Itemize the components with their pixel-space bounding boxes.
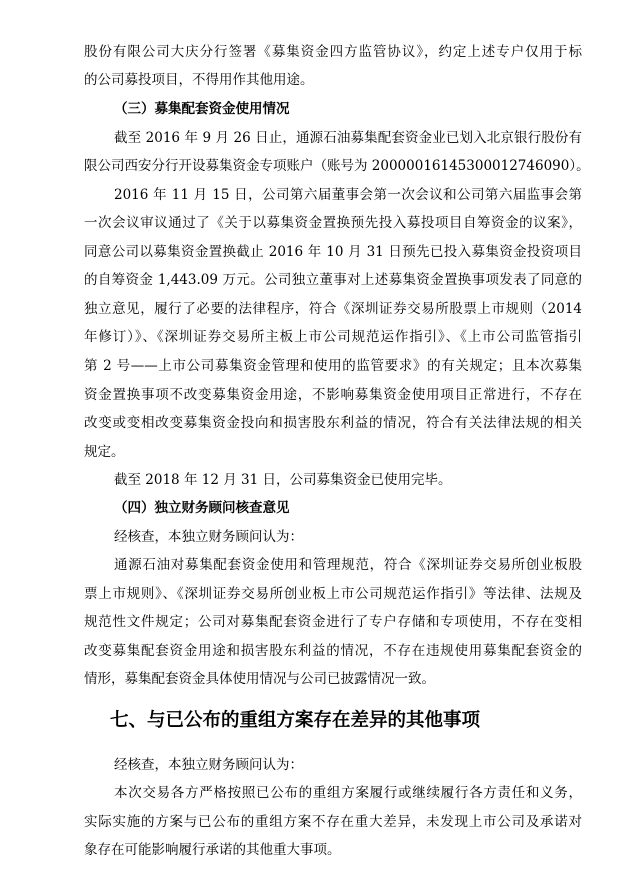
paragraph-line: 改变募集配套资金用途和损害股东利益的情况，不存在违规使用募集配套资金的	[84, 643, 582, 659]
paragraph-line: 经核查，本独立财务顾问认为：	[114, 757, 303, 773]
paragraph-line: 经核查，本独立财务顾问认为：	[114, 529, 303, 545]
paragraph-line: 资金置换事项不改变募集资金用途，不影响募集资金使用项目正常进行，不存在	[84, 387, 582, 403]
paragraph-line: 票上市规则》、《深圳证券交易所创业板上市公司规范运作指引》等法律、法规及	[84, 586, 582, 602]
paragraph-line: 截至 2016 年 9 月 26 日止，通源石油募集配套资金业已划入北京银行股份有	[114, 130, 582, 146]
paragraph-line: 2016 年 11 月 15 日，公司第六届董事会第一次会议和公司第六届监事会第	[114, 187, 582, 203]
paragraph-line: 第 2 号——上市公司募集资金管理和使用的监管要求》的有关规定；且本次募集	[84, 358, 582, 374]
paragraph-line: 截至 2018 年 12 月 31 日，公司募集资金已使用完毕。	[114, 472, 452, 488]
paragraph-line: 改变或变相改变募集资金投向和损害股东利益的情况，符合有关法律法规的相关	[84, 415, 582, 431]
paragraph-line: 一次会议审议通过了《关于以募集资金置换预先投入募投项目自筹资金的议案》，	[84, 215, 582, 231]
paragraph-line: 的自筹资金 1,443.09 万元。公司独立董事对上述募集资金置换事项发表了同意的	[84, 272, 582, 288]
paragraph-line: 象存在可能影响履行承诺的其他重大事项。	[84, 842, 341, 858]
section-heading-7: 七、与已公布的重组方案存在差异的其他事项	[110, 710, 481, 731]
paragraph-line: 限公司西安分行开设募集资金专项账户（账号为 20000016145300012746090）。	[84, 158, 590, 174]
section-heading-3: （三）募集配套资金使用情况	[114, 101, 290, 117]
paragraph-line: 规范性文件规定；公司对募集配套资金进行了专户存储和专项使用，不存在变相	[84, 614, 582, 630]
paragraph-line: 的公司募投项目，不得用作其他用途。	[84, 72, 314, 88]
section-heading-4: （四）独立财务顾问核查意见	[114, 500, 290, 516]
paragraph-line: 独立意见，履行了必要的法律程序，符合《深圳证券交易所股票上市规则（2014	[84, 301, 582, 317]
paragraph-line: 年修订）》、《深圳证券交易所主板上市公司规范运作指引》、《上市公司监管指引	[84, 329, 582, 345]
paragraph-line: 情形，募集配套资金具体使用情况与公司已披露情况一致。	[84, 671, 435, 687]
paragraph-line: 本次交易各方严格按照已公布的重组方案履行或继续履行各方责任和义务，	[114, 785, 582, 801]
paragraph-line: 股份有限公司大庆分行签署《募集资金四方监管协议》，约定上述专户仅用于标	[84, 44, 582, 60]
paragraph-line: 同意公司以募集资金置换截止 2016 年 10 月 31 日预先已投入募集资金投资项目	[84, 244, 582, 260]
paragraph-line: 通源石油对募集配套资金使用和管理规范，符合《深圳证券交易所创业板股	[114, 557, 582, 573]
paragraph-line: 实际实施的方案与已公布的重组方案不存在重大差异，未发现上市公司及承诺对	[84, 814, 582, 830]
paragraph-line: 规定。	[84, 444, 125, 460]
